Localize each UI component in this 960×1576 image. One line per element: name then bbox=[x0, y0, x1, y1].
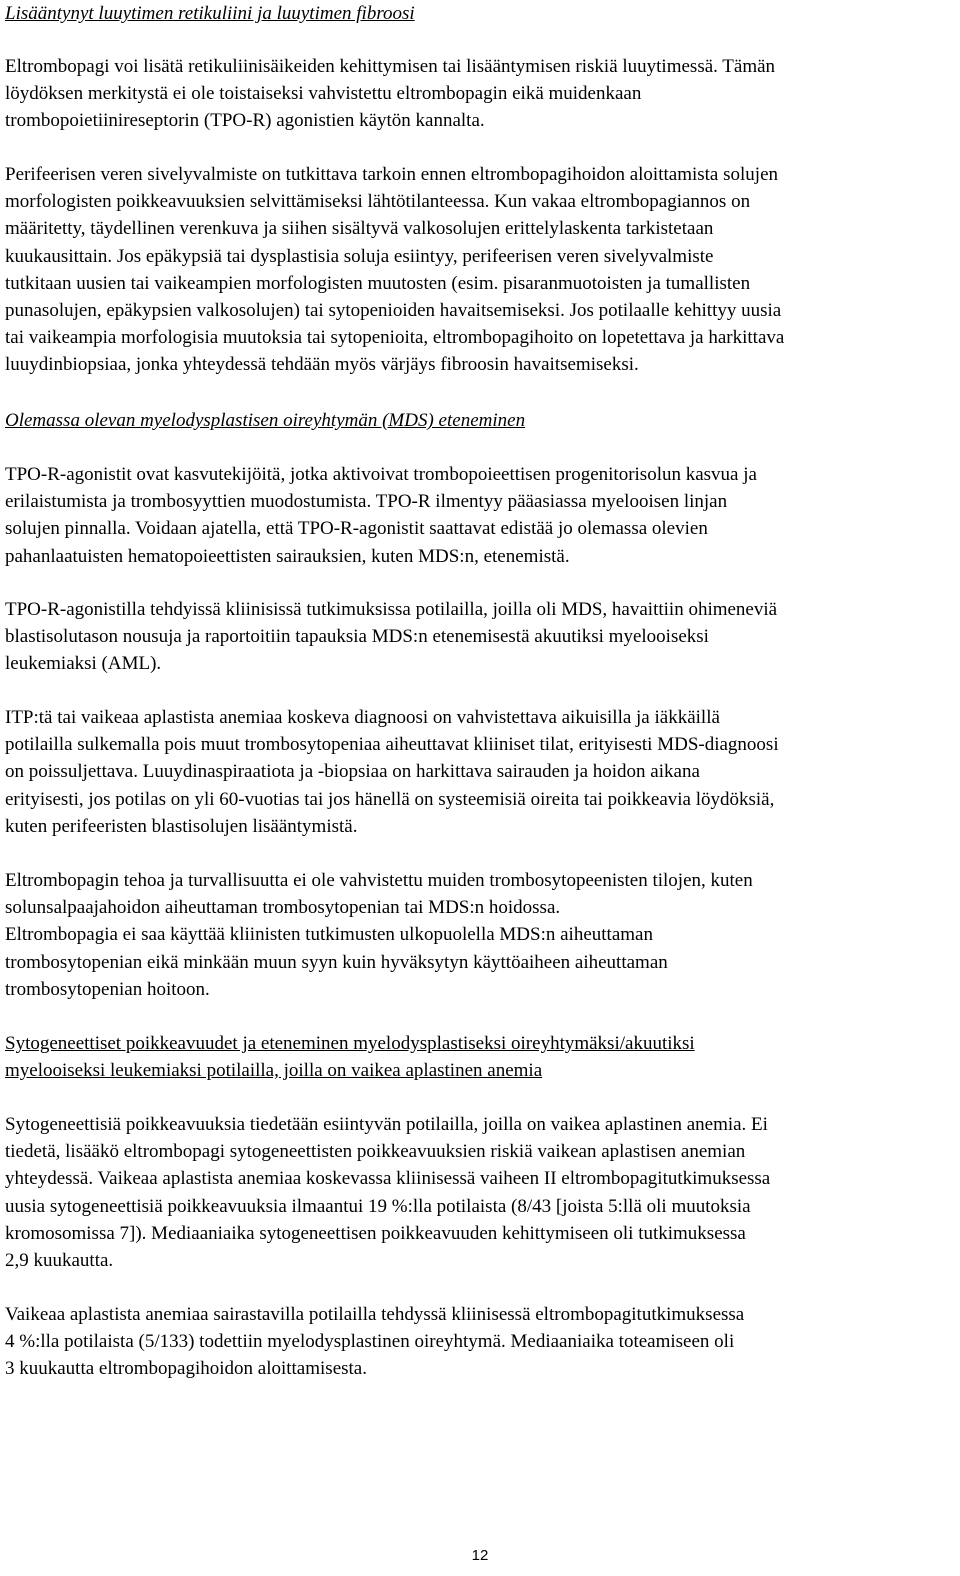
text-line: 3 kuukautta eltrombopagihoidon aloittamisesta. bbox=[5, 1358, 367, 1380]
text-line: 2,9 kuukautta. bbox=[5, 1250, 114, 1272]
text-line: kuukausittain. Jos epäkypsiä tai dysplastisia soluja esiintyy, perifeerisen veren sivelyvalmiste bbox=[5, 245, 714, 267]
text-line: leukemiaksi (AML). bbox=[5, 653, 162, 675]
paragraph bbox=[5, 704, 779, 840]
text-line: punasolujen, epäkypsien valkosolujen) tai sytopenioiden havaitsemiseksi. Jos potilaalle kehittyy uusia bbox=[5, 300, 782, 322]
text-line: Perifeerisen veren sivelyvalmiste on tutkittava tarkoin ennen eltrombopagihoidon aloittamista solujen bbox=[5, 164, 778, 185]
text-line: tutkitaan uusien tai vaikeampien morfologisten muutosten (esim. pisaranmuotoisten ja tumallisten bbox=[5, 272, 751, 294]
text-line: erityisesti, jos potilas on yli 60-vuotias tai jos hänellä on systeemisiä oireita tai poikkeavia löydöksiä, bbox=[5, 788, 775, 810]
text-line: on poissuljettava. Luuydinaspiraatiota ja -biopsiaa on harkittava sairauden ja hoidon aikana bbox=[5, 761, 700, 783]
text-line: kuten perifeeristen blastisolujen lisääntymistä. bbox=[5, 815, 358, 837]
paragraph bbox=[5, 867, 753, 1003]
section-heading: Sytogeneettiset poikkeavuudet ja eteneminen myelodysplastiseksi oireyhtymäksi/akuutiksi bbox=[5, 1033, 695, 1054]
paragraph bbox=[5, 461, 757, 570]
text-line: Vaikeaa aplastista anemiaa sairastavilla potilailla tehdyssä kliinisessä eltrombopagitutkimuksessa bbox=[5, 1304, 745, 1325]
section-heading: Olemassa olevan myelodysplastisen oireyhtymän (MDS) eteneminen bbox=[5, 410, 526, 431]
text-line: 4 %:lla potilaista (5/133) todettiin myelodysplastinen oireyhtymä. Mediaaniaika toteamiseen oli bbox=[5, 1331, 735, 1353]
text-line: potilailla sulkemalla pois muut trombosytopeniaa aiheuttavat kliiniset tilat, erityisesti MDS-diagnoosi bbox=[5, 734, 779, 756]
text-line: Eltrombopagin tehoa ja turvallisuutta ei ole vahvistettu muiden trombosytopeenisten tilojen, kuten bbox=[5, 870, 753, 891]
text-line: TPO-R-agonistilla tehdyissä kliinisissä tutkimuksissa potilailla, joilla oli MDS, havaittiin ohimeneviä bbox=[5, 599, 778, 620]
text-line: Eltrombopagia ei saa käyttää kliinisten tutkimusten ulkopuolella MDS:n aiheuttaman bbox=[5, 924, 653, 946]
paragraph bbox=[5, 596, 777, 678]
section-mds bbox=[5, 407, 525, 434]
section-fibrosis bbox=[5, 0, 415, 27]
text-line: ITP:tä tai vaikeaa aplastista anemiaa koskeva diagnoosi on vahvistettava aikuisilla ja iäkkäillä bbox=[5, 707, 720, 728]
text-line: morfologisten poikkeavuuksien selvittämiseksi lähtötilanteessa. Kun vakaa eltrombopagiannos on bbox=[5, 191, 751, 213]
text-line: Eltrombopagi voi lisätä retikuliinisäikeiden kehittymisen tai lisääntymisen riskiä luuytimessä. Tämän bbox=[5, 56, 776, 77]
text-line: kromosomissa 7]). Mediaaniaika sytogeneettisen poikkeavuuden kehittymiseen oli tutkimuksessa bbox=[5, 1222, 746, 1244]
section-heading: myelooiseksi leukemiaksi potilailla, joilla on vaikea aplastinen anemia bbox=[5, 1060, 543, 1082]
paragraph bbox=[5, 1111, 770, 1274]
paragraph bbox=[5, 53, 775, 135]
paragraph bbox=[5, 161, 784, 379]
text-line: TPO-R-agonistit ovat kasvutekijöitä, jotka aktivoivat trombopoieettisen progenitorisolun kasvua ja bbox=[5, 464, 757, 485]
text-line: määritetty, täydellinen verenkuva ja siihen sisältyvä valkosolujen erittelylaskenta tarkistetaan bbox=[5, 218, 714, 240]
text-line: pahanlaatuisten hematopoieettisten sairauksien, kuten MDS:n, etenemistä. bbox=[5, 545, 570, 567]
page-number: 12 bbox=[471, 1547, 489, 1564]
text-line: tai vaikeampia morfologisia muutoksia tai sytopenioita, eltrombopagihoito on lopetettava ja harkittava bbox=[5, 327, 785, 349]
text-line: solujen pinnalla. Voidaan ajatella, että TPO-R-agonistit saattavat edistää jo olemassa olevien bbox=[5, 518, 708, 540]
text-line: trombosytopenian eikä minkään muun syyn kuin hyväksytyn käyttöaiheen aiheuttaman bbox=[5, 951, 668, 973]
section-cytogenetic bbox=[5, 1030, 695, 1084]
text-line: tiedetä, lisääkö eltrombopagi sytogeneettisten poikkeavuuksien riskiä vaikean aplastisen anemian bbox=[5, 1141, 746, 1163]
text-line: trombopoietiinireseptorin (TPO-R) agonistien käytön kannalta. bbox=[5, 110, 485, 132]
text-line: solunsalpaajahoidon aiheuttaman trombosytopenian tai MDS:n hoidossa. bbox=[5, 897, 561, 919]
section-heading: Lisääntynyt luuytimen retikuliini ja luuytimen fibroosi bbox=[5, 3, 415, 24]
text-line: löydöksen merkitystä ei ole toistaiseksi vahvistettu eltrombopagin eikä muidenkaan bbox=[5, 83, 642, 105]
text-line: yhteydessä. Vaikeaa aplastista anemiaa koskevassa kliinisessä vaiheen II eltrombopagitutkimuksessa bbox=[5, 1168, 771, 1190]
text-line: Sytogeneettisiä poikkeavuuksia tiedetään esiintyvän potilailla, joilla on vaikea aplastinen anemia. Ei bbox=[5, 1114, 768, 1135]
text-line: blastisolutason nousuja ja raportoitiin tapauksia MDS:n etenemisestä akuutiksi myelooiseksi bbox=[5, 626, 709, 648]
paragraph bbox=[5, 1301, 744, 1383]
text-line: uusia sytogeneettisiä poikkeavuuksia ilmaantui 19 %:lla potilaista (8/43 [joista 5:llä oli muutoksia bbox=[5, 1195, 751, 1217]
text-line: luuydinbiopsiaa, jonka yhteydessä tehdään myös värjäys fibroosin havaitsemiseksi. bbox=[5, 354, 639, 376]
text-line: erilaistumista ja trombosyyttien muodostumista. TPO-R ilmentyy pääasiassa myelooisen linjan bbox=[5, 491, 728, 513]
text-line: trombosytopenian hoitoon. bbox=[5, 978, 210, 1000]
